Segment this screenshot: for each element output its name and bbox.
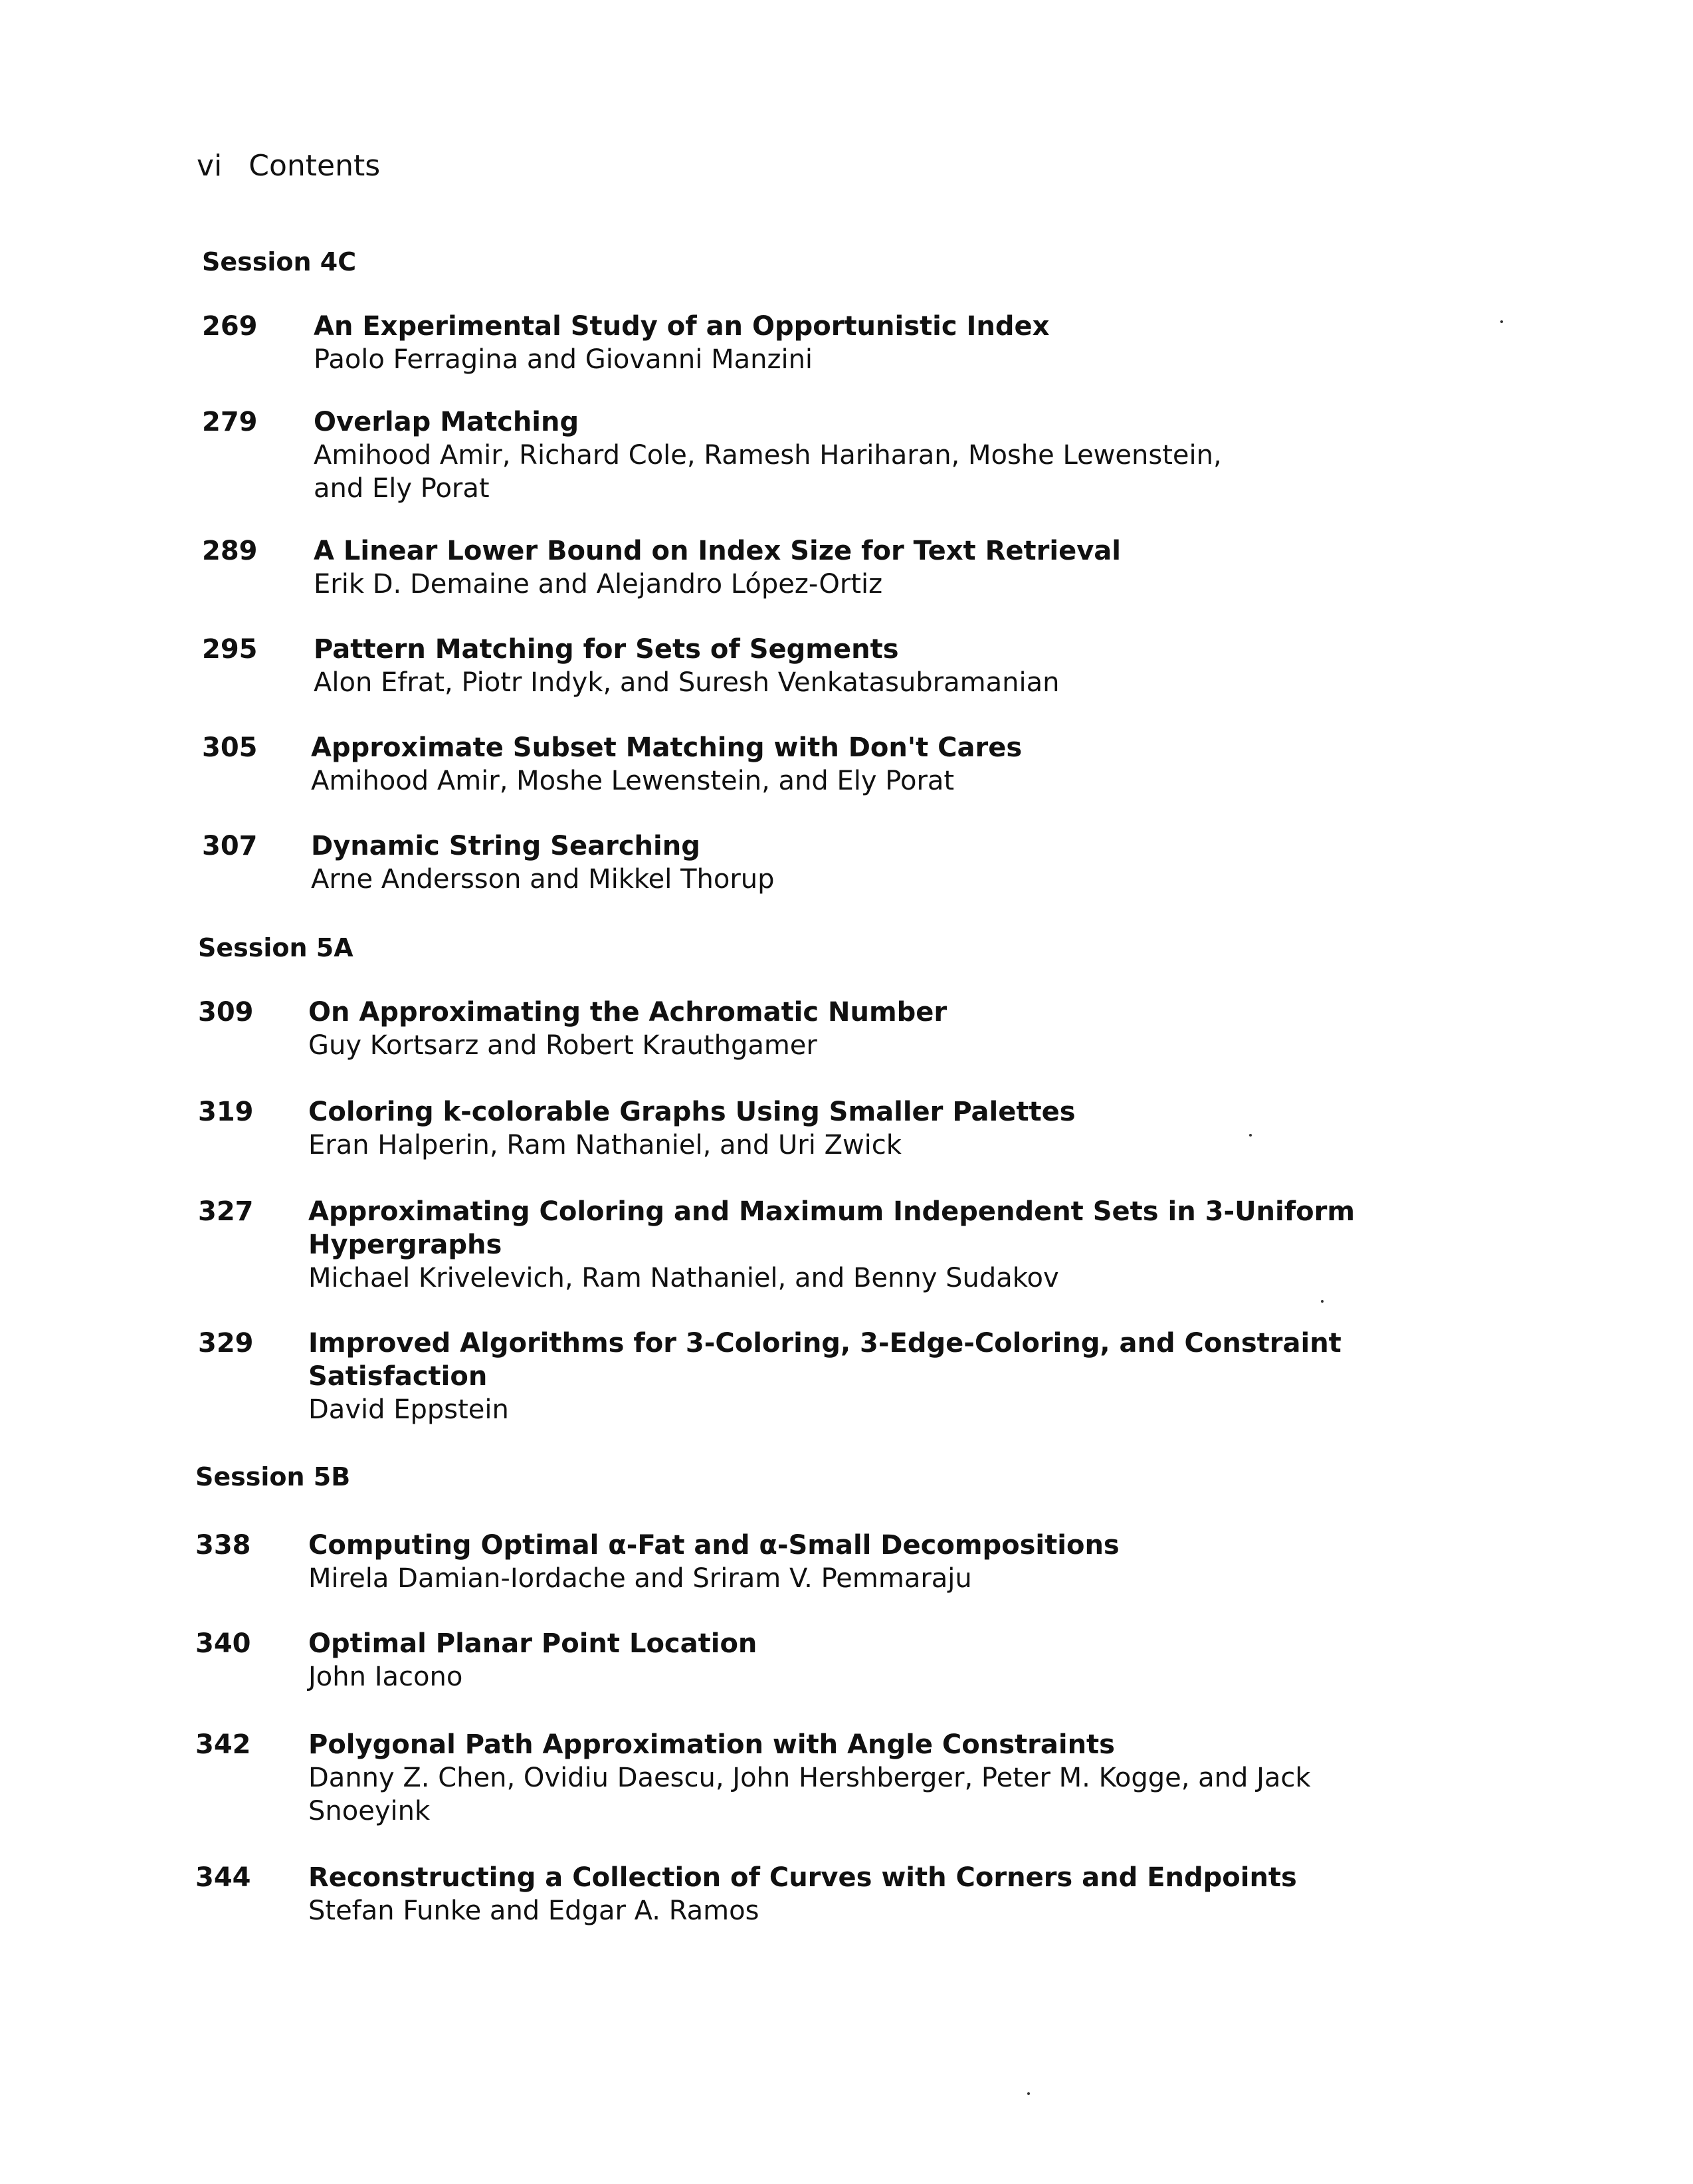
entry-authors: John Iacono (308, 1662, 463, 1692)
entry-authors: Stefan Funke and Edgar A. Ramos (308, 1896, 759, 1926)
entry-title: Improved Algorithms for 3-Coloring, 3-Edge-Coloring, and Constraint Satisfaction (308, 1328, 1342, 1392)
entry-page-number: 309 (198, 997, 254, 1028)
scan-speck (1500, 320, 1503, 323)
entry-authors: Danny Z. Chen, Ovidiu Daescu, John Hershberger, Peter M. Kogge, and Jack Snoeyink (308, 1763, 1311, 1826)
session-heading: Session 4C (202, 247, 357, 276)
entry-page-number: 329 (198, 1328, 254, 1359)
scan-speck (1321, 1300, 1324, 1303)
entry-page-number: 338 (195, 1530, 251, 1561)
entry-page-number: 279 (202, 407, 258, 437)
entry-authors: Amihood Amir, Richard Cole, Ramesh Hariharan, Moshe Lewenstein, and Ely Porat (314, 440, 1222, 504)
entry-page-number: 269 (202, 311, 258, 342)
entry-page-number: 340 (195, 1628, 251, 1659)
entry-title: A Linear Lower Bound on Index Size for Text Retrieval (314, 536, 1121, 566)
entry-page-number: 344 (195, 1862, 251, 1893)
entry-title: An Experimental Study of an Opportunistic Index (314, 311, 1050, 342)
session-heading: Session 5A (198, 933, 353, 962)
entry-title: Optimal Planar Point Location (308, 1628, 757, 1659)
entry-authors: Paolo Ferragina and Giovanni Manzini (314, 344, 813, 375)
entry-title: Approximating Coloring and Maximum Independent Sets in 3-Uniform Hypergraphs (308, 1196, 1355, 1260)
entry-page-number: 295 (202, 634, 258, 665)
session-heading: Session 5B (195, 1462, 351, 1491)
entry-title: Approximate Subset Matching with Don't Cares (311, 732, 1023, 763)
entry-authors: Mirela Damian-Iordache and Sriram V. Pemmaraju (308, 1563, 972, 1594)
entry-authors: Guy Kortsarz and Robert Krauthgamer (308, 1030, 817, 1061)
entry-authors: Erik D. Demaine and Alejandro López-Ortiz (314, 569, 883, 600)
entry-page-number: 342 (195, 1729, 251, 1760)
entry-authors: Alon Efrat, Piotr Indyk, and Suresh Venkatasubramanian (314, 667, 1060, 698)
entry-authors: Michael Krivelevich, Ram Nathaniel, and Benny Sudakov (308, 1263, 1059, 1293)
entry-page-number: 305 (202, 732, 258, 763)
entry-authors: Amihood Amir, Moshe Lewenstein, and Ely Porat (311, 766, 955, 796)
entry-title: Pattern Matching for Sets of Segments (314, 634, 899, 665)
running-head (197, 148, 380, 185)
entry-title: Coloring k-colorable Graphs Using Smaller Palettes (308, 1097, 1076, 1127)
entry-page-number: 307 (202, 831, 258, 861)
page-folio: vi (197, 149, 223, 183)
scan-speck (1027, 2092, 1030, 2095)
entry-authors: Arne Andersson and Mikkel Thorup (311, 864, 775, 895)
entry-title: On Approximating the Achromatic Number (308, 997, 947, 1028)
running-head-label: Contents (249, 149, 381, 183)
entry-authors: Eran Halperin, Ram Nathaniel, and Uri Zwick (308, 1130, 902, 1160)
entry-title: Computing Optimal α-Fat and α-Small Decompositions (308, 1530, 1120, 1561)
scan-speck (1249, 1134, 1252, 1137)
entry-title: Dynamic String Searching (311, 831, 700, 861)
entry-page-number: 319 (198, 1097, 254, 1127)
entry-page-number: 327 (198, 1196, 254, 1227)
entry-title: Polygonal Path Approximation with Angle Constraints (308, 1729, 1115, 1760)
entry-authors: David Eppstein (308, 1394, 509, 1425)
entry-title: Overlap Matching (314, 407, 579, 437)
entry-page-number: 289 (202, 536, 258, 566)
entry-title: Reconstructing a Collection of Curves with Corners and Endpoints (308, 1862, 1297, 1893)
